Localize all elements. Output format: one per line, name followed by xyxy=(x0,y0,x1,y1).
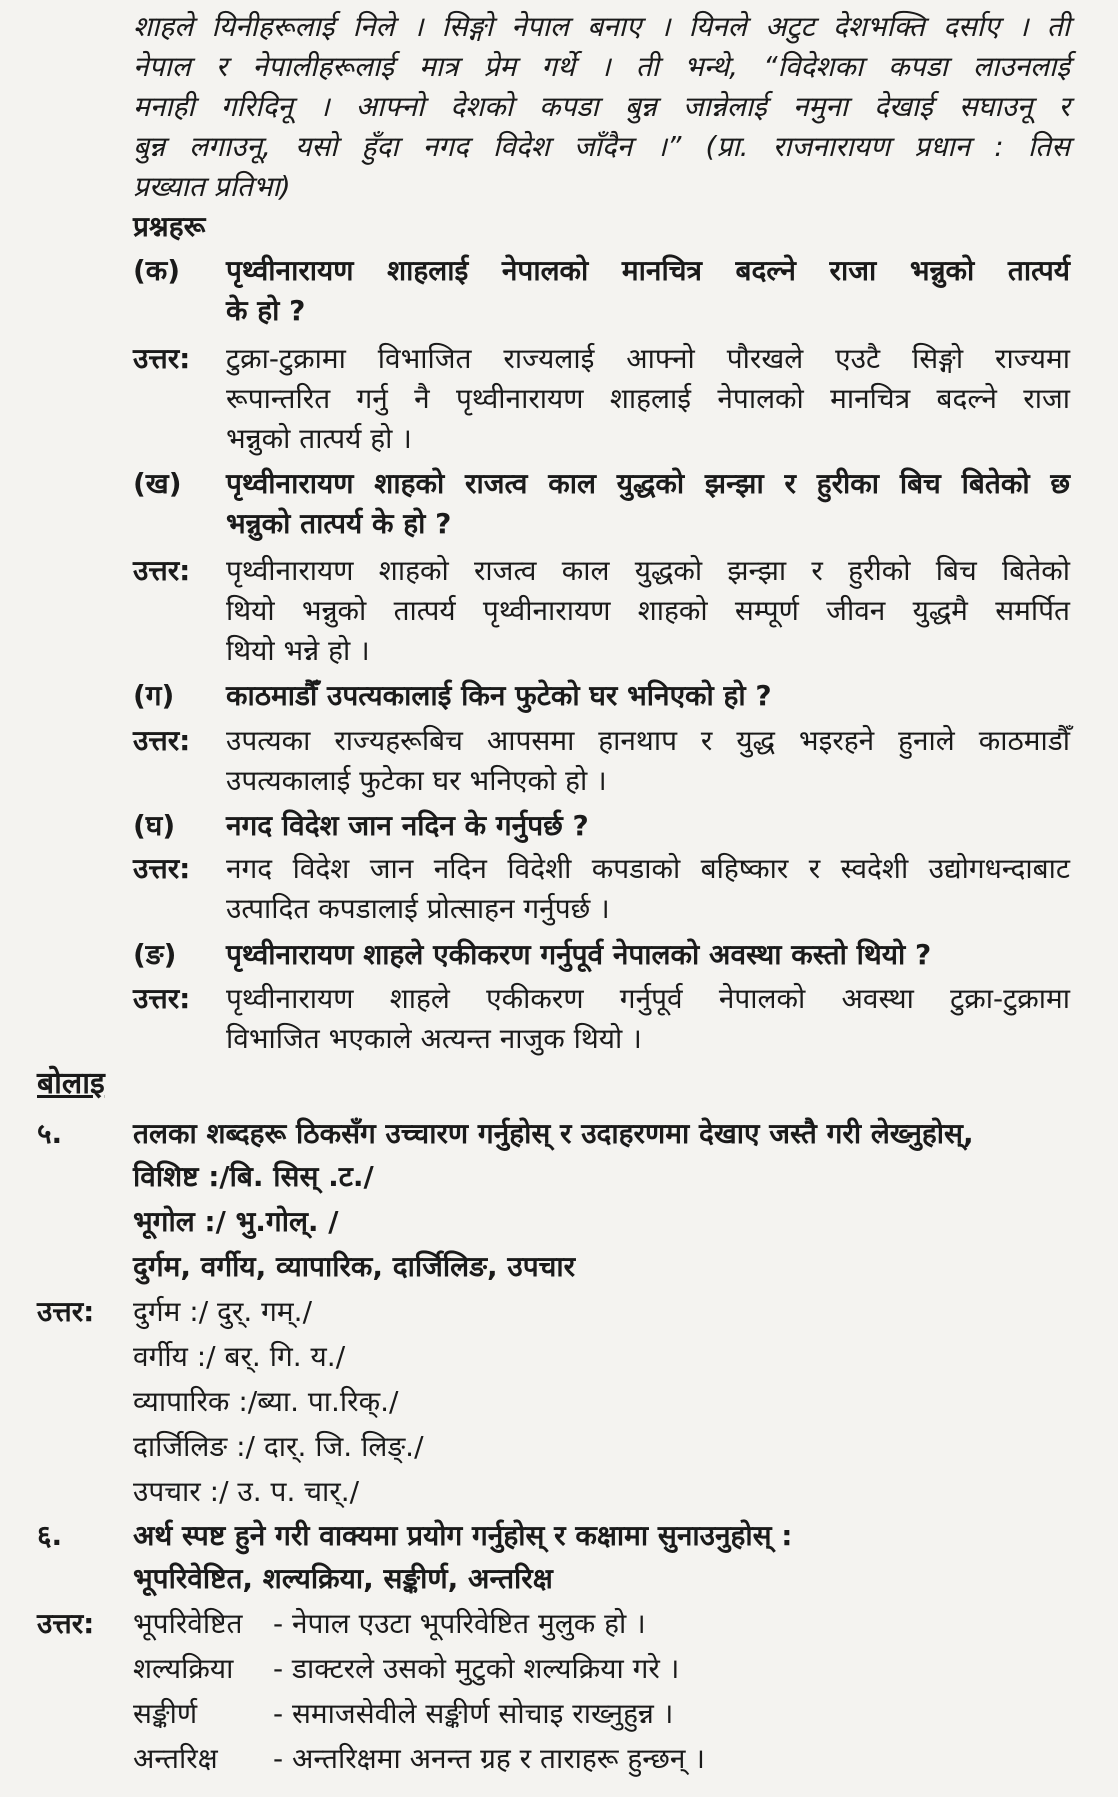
answer-line: पृथ्वीनारायण शाहको राजत्व काल युद्धको झन्झा र हुरीको बिच बितेको xyxy=(226,554,1070,587)
usage-term: सङ्कीर्ण xyxy=(133,1697,198,1730)
exercise-number: ६. xyxy=(37,1519,63,1552)
quote-line-5: प्रख्यात प्रतिभा) xyxy=(133,170,291,203)
usage-sentence: - नेपाल एउटा भूपरिवेष्टित मुलुक हो । xyxy=(273,1607,646,1640)
pronunciation-answer: उपचार :/ उ. प. चार्./ xyxy=(133,1475,360,1508)
answer-line: थियो भन्नुको तात्पर्य पृथ्वीनारायण शाहको सम्पूर्ण जीवन युद्धमै समर्पित xyxy=(226,594,1070,627)
section-heading: बोलाइ xyxy=(37,1066,105,1101)
answer-label: उत्तर: xyxy=(133,342,191,375)
quote-line-1: शाहले यिनीहरूलाई निले । सिङ्गो नेपाल बनाए । यिनले अटुट देशभक्ति दर्साए । ती xyxy=(133,10,1070,43)
example-line: भूगोल :/ भु.गोल्. / xyxy=(133,1205,339,1238)
answer-line: टुक्रा-टुक्रामा विभाजित राज्यलाई आफ्नो पौरखले एउटै सिङ्गो राज्यमा xyxy=(226,342,1070,375)
answer-label: उत्तर: xyxy=(37,1295,95,1328)
pronunciation-answer: दार्जिलिङ :/ दार्. जि. लिङ्./ xyxy=(133,1430,424,1463)
answer-line: पृथ्वीनारायण शाहले एकीकरण गर्नुपूर्व नेपालको अवस्था टुक्रा-टुक्रामा xyxy=(226,982,1070,1015)
usage-term: अन्तरिक्ष xyxy=(133,1742,218,1775)
answer-label: उत्तर: xyxy=(133,982,191,1015)
answer-line: नगद विदेश जान नदिन विदेशी कपडाको बहिष्कार र स्वदेशी उद्योगधन्दाबाट xyxy=(226,852,1070,885)
answer-line: भन्नुको तात्पर्य हो । xyxy=(226,422,412,455)
question-line: पृथ्वीनारायण शाहको राजत्व काल युद्धको झन्झा र हुरीका बिच बितेको छ xyxy=(226,467,1070,500)
answer-label: उत्तर: xyxy=(133,554,191,587)
answer-line: उपत्यकालाई फुटेका घर भनिएको हो । xyxy=(226,764,607,797)
usage-term: भूपरिवेष्टित xyxy=(133,1607,243,1640)
exercise-instruction: तलका शब्दहरू ठिकसँग उच्चारण गर्नुहोस् र उदाहरणमा देखाए जस्तै गरी लेख्नुहोस्, xyxy=(133,1117,974,1150)
question-label: (ग) xyxy=(133,679,175,712)
usage-term: शल्यक्रिया xyxy=(133,1652,234,1685)
question-line: पृथ्वीनारायण शाहलाई नेपालको मानचित्र बदल्ने राजा भन्नुको तात्पर्य xyxy=(226,254,1070,287)
answer-line: उत्पादित कपडालाई प्रोत्साहन गर्नुपर्छ । xyxy=(226,892,610,925)
example-line: विशिष्ट :/बि. सिस् .ट./ xyxy=(133,1160,374,1193)
usage-sentence: - अन्तरिक्षमा अनन्त ग्रह र ताराहरू हुन्छन् । xyxy=(273,1742,705,1775)
word-list: भूपरिवेष्टित, शल्यक्रिया, सङ्कीर्ण, अन्तरिक्ष xyxy=(133,1562,553,1595)
question-line: के हो ? xyxy=(226,294,306,327)
answer-label: उत्तर: xyxy=(133,724,191,757)
question-line: पृथ्वीनारायण शाहले एकीकरण गर्नुपूर्व नेपालको अवस्था कस्तो थियो ? xyxy=(226,938,932,971)
usage-sentence: - डाक्टरले उसको मुटुको शल्यक्रिया गरे । xyxy=(273,1652,680,1685)
answer-line: उपत्यका राज्यहरूबिच आपसमा हानथाप र युद्ध भइरहने हुनाले काठमाडौँ xyxy=(226,724,1070,757)
answer-line: थियो भन्ने हो । xyxy=(226,634,370,667)
exercise-instruction: अर्थ स्पष्ट हुने गरी वाक्यमा प्रयोग गर्नुहोस् र कक्षामा सुनाउनुहोस् : xyxy=(133,1519,793,1552)
usage-sentence: - समाजसेवीले सङ्कीर्ण सोचाइ राख्नुहुन्न । xyxy=(273,1697,674,1730)
question-line: भन्नुको तात्पर्य के हो ? xyxy=(226,507,452,540)
question-label: (घ) xyxy=(133,809,176,842)
answer-label: उत्तर: xyxy=(133,852,191,885)
answer-label: उत्तर: xyxy=(37,1607,95,1640)
quote-line-2: नेपाल र नेपालीहरूलाई मात्र प्रेम गर्थे । ती भन्थे, “विदेशका कपडा लाउनलाई xyxy=(133,50,1070,83)
question-label: (क) xyxy=(133,254,181,287)
pronunciation-answer: व्यापारिक :/ब्या. पा.रिक्./ xyxy=(133,1385,399,1418)
question-line: काठमाडौँ उपत्यकालाई किन फुटेको घर भनिएको हो ? xyxy=(226,679,772,712)
question-label: (ख) xyxy=(133,467,182,500)
word-list: दुर्गम, वर्गीय, व्यापारिक, दार्जिलिङ, उपचार xyxy=(133,1250,576,1283)
question-line: नगद विदेश जान नदिन के गर्नुपर्छ ? xyxy=(226,809,589,842)
pronunciation-answer: वर्गीय :/ बर्. गि. य./ xyxy=(133,1340,346,1373)
quote-line-4: बुन्न लगाउनू, यसो हुँदा नगद विदेश जाँदैन ।” (प्रा. राजनारायण प्रधान : तिस xyxy=(133,130,1070,163)
pronunciation-answer: दुर्गम :/ दुर्. गम्./ xyxy=(133,1295,313,1328)
answer-line: विभाजित भएकाले अत्यन्त नाजुक थियो । xyxy=(226,1022,642,1055)
questions-heading: प्रश्नहरू xyxy=(133,210,206,243)
quote-line-3: मनाही गरिदिनू । आफ्नो देशको कपडा बुन्न जान्नेलाई नमुना देखाई सघाउनू र xyxy=(133,90,1070,123)
question-label: (ङ) xyxy=(133,938,177,971)
exercise-number: ५. xyxy=(37,1117,63,1150)
answer-line: रूपान्तरित गर्नु नै पृथ्वीनारायण शाहलाई नेपालको मानचित्र बदल्ने राजा xyxy=(226,382,1070,415)
